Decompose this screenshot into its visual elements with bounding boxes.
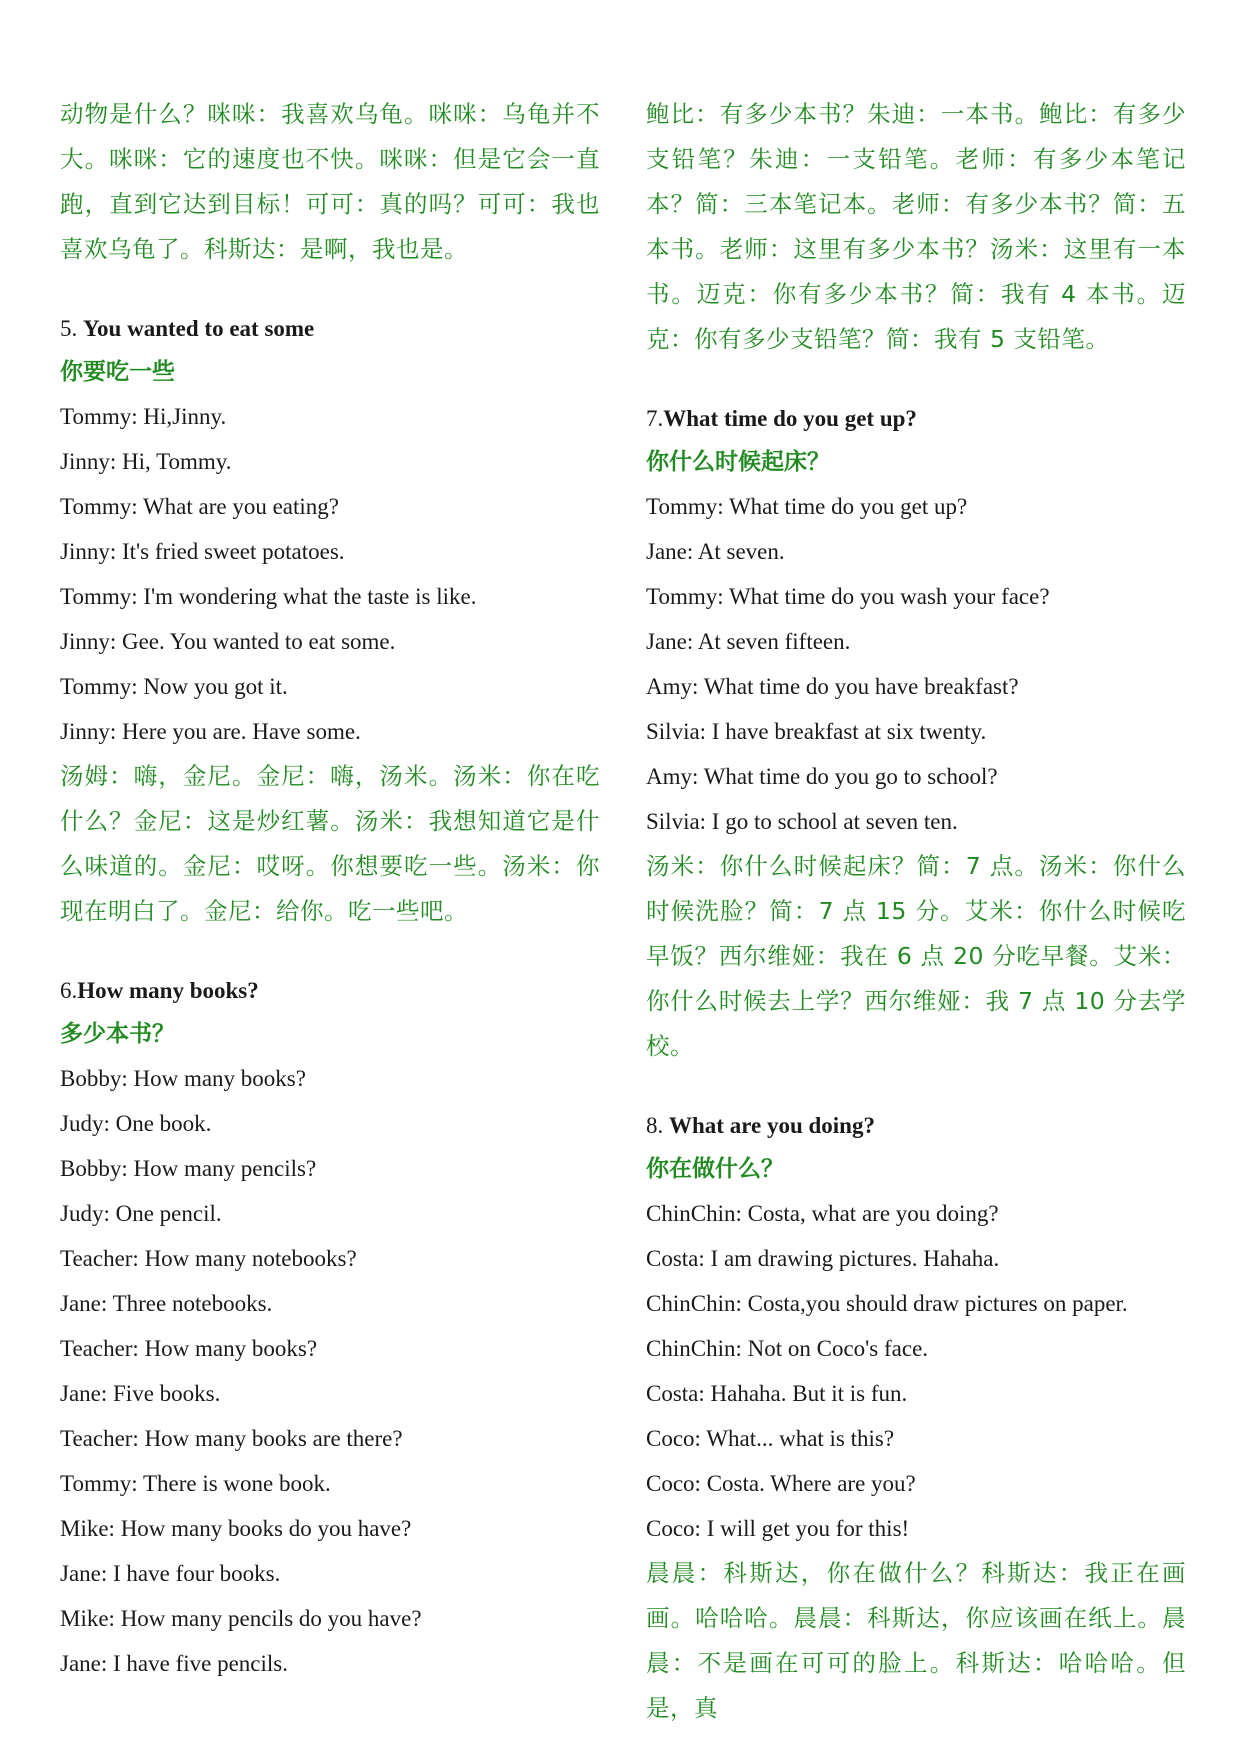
chinese-translation: 鲍比：有多少本书？朱迪：一本书。鲍比：有多少支铅笔？朱迪：一支铅笔。老师：有多少本笔记本？简：三本笔记本。老师：有多少本书？简：五本书。老师：这里有多少本书？汤米：这里有一本书。迈克：你有多少本书？简：我有 4 本书。迈克：你有多少支铅笔？简：我有 5 支铅笔。 — [646, 100, 1186, 353]
dialogue-line: Jinny: Gee. You wanted to eat some. — [60, 629, 396, 654]
left-column — [60, 92, 600, 1686]
dialogue-line: Amy: What time do you have breakfast? — [646, 674, 1019, 699]
chinese-translation: 汤米：你什么时候起床？简：7 点。汤米：你什么时候洗脸？简：7 点 15 分。艾米：你什么时候吃早饭？西尔维娅：我在 6 点 20 分吃早餐。艾米：你什么时候去上学？西尔维娅：我 7 点 10 分去学校。 — [646, 852, 1186, 1060]
dialogue-line: Coco: Costa. Where are you? — [646, 1471, 916, 1496]
chinese-translation: 动物是什么？咪咪：我喜欢乌龟。咪咪：乌龟并不大。咪咪：它的速度也不快。咪咪：但是它会一直跑，直到它达到目标！可可：真的吗？可可：我也喜欢乌龟了。科斯达：是啊，我也是。 — [60, 100, 600, 263]
dialogue-line: Tommy: I'm wondering what the taste is like. — [60, 584, 477, 609]
section-title: How many books? — [77, 978, 259, 1003]
dialogue-line: Bobby: How many pencils? — [60, 1156, 317, 1181]
dialogue-line: Mike: How many pencils do you have? — [60, 1606, 422, 1631]
dialogue-line: Teacher: How many books are there? — [60, 1426, 403, 1451]
right-column — [646, 92, 1186, 1731]
dialogue-line: Jinny: Hi, Tommy. — [60, 449, 232, 474]
dialogue-line: Coco: What... what is this? — [646, 1426, 895, 1451]
dialogue-line: Jane: At seven fifteen. — [646, 629, 851, 654]
dialogue-line: Coco: I will get you for this! — [646, 1516, 910, 1541]
section-number: 8. — [646, 1113, 669, 1138]
section-title: What time do you get up? — [663, 406, 917, 431]
dialogue-line: Jinny: It's fried sweet potatoes. — [60, 539, 345, 564]
section-7 — [646, 362, 1186, 1069]
section-6 — [60, 934, 600, 1686]
dialogue-line: Tommy: What are you eating? — [60, 494, 339, 519]
dialogue-line: Silvia: I have breakfast at six twenty. — [646, 719, 987, 744]
dialogue-line: Teacher: How many books? — [60, 1336, 318, 1361]
section-heading — [646, 362, 1186, 441]
section-title: You wanted to eat some — [83, 316, 315, 341]
dialogue-line: Jane: Three notebooks. — [60, 1291, 273, 1316]
dialogue-line: Jane: I have four books. — [60, 1561, 281, 1586]
dialogue-line: Teacher: How many notebooks? — [60, 1246, 357, 1271]
dialogue-line: Bobby: How many books? — [60, 1066, 306, 1091]
dialogue-line: Jane: I have five pencils. — [60, 1651, 288, 1676]
section-subtitle: 你要吃一些 — [60, 359, 175, 385]
section-5 — [60, 272, 600, 934]
dialogue-line: ChinChin: Costa,you should draw pictures on paper. — [646, 1291, 1128, 1316]
dialogue-line: Tommy: Hi,Jinny. — [60, 404, 227, 429]
dialogue-line: Judy: One pencil. — [60, 1201, 222, 1226]
dialogue-line: Silvia: I go to school at seven ten. — [646, 809, 958, 834]
chinese-translation: 汤姆：嗨，金尼。金尼：嗨，汤米。汤米：你在吃什么？金尼：这是炒红薯。汤米：我想知道它是什么味道的。金尼：哎呀。你想要吃一些。汤米：你现在明白了。金尼：给你。吃一些吧。 — [60, 762, 600, 925]
section-heading — [60, 272, 600, 351]
chinese-translation: 晨晨：科斯达，你在做什么？科斯达：我正在画画。哈哈哈。晨晨：科斯达，你应该画在纸上。晨晨：不是画在可可的脸上。科斯达：哈哈哈。但是，真 — [646, 1559, 1186, 1722]
section-subtitle: 你什么时候起床？ — [646, 449, 830, 475]
dialogue-line: Tommy: There is wone book. — [60, 1471, 331, 1496]
section-heading — [60, 934, 600, 1013]
dialogue-line: Jane: At seven. — [646, 539, 785, 564]
dialogue-line: ChinChin: Not on Coco's face. — [646, 1336, 929, 1361]
section-subtitle: 多少本书？ — [60, 1021, 175, 1047]
dialogue-line: Costa: I am drawing pictures. Hahaha. — [646, 1246, 1000, 1271]
dialogue-line: Tommy: Now you got it. — [60, 674, 288, 699]
dialogue-line: Tommy: What time do you wash your face? — [646, 584, 1050, 609]
section-number: 5. — [60, 316, 83, 341]
dialogue-line: Judy: One book. — [60, 1111, 212, 1136]
dialogue-line: Mike: How many books do you have? — [60, 1516, 412, 1541]
dialogue-line: Jane: Five books. — [60, 1381, 221, 1406]
section-number: 6. — [60, 978, 78, 1003]
dialogue-line: ChinChin: Costa, what are you doing? — [646, 1201, 999, 1226]
dialogue-line: Costa: Hahaha. But it is fun. — [646, 1381, 908, 1406]
section-heading — [646, 1069, 1186, 1148]
section-number: 7. — [646, 406, 664, 431]
section-subtitle: 你在做什么？ — [646, 1156, 784, 1182]
section-8 — [646, 1069, 1186, 1731]
dialogue-line: Tommy: What time do you get up? — [646, 494, 968, 519]
dialogue-line: Jinny: Here you are. Have some. — [60, 719, 361, 744]
dialogue-line: Amy: What time do you go to school? — [646, 764, 998, 789]
section-title: What are you doing? — [669, 1113, 875, 1138]
